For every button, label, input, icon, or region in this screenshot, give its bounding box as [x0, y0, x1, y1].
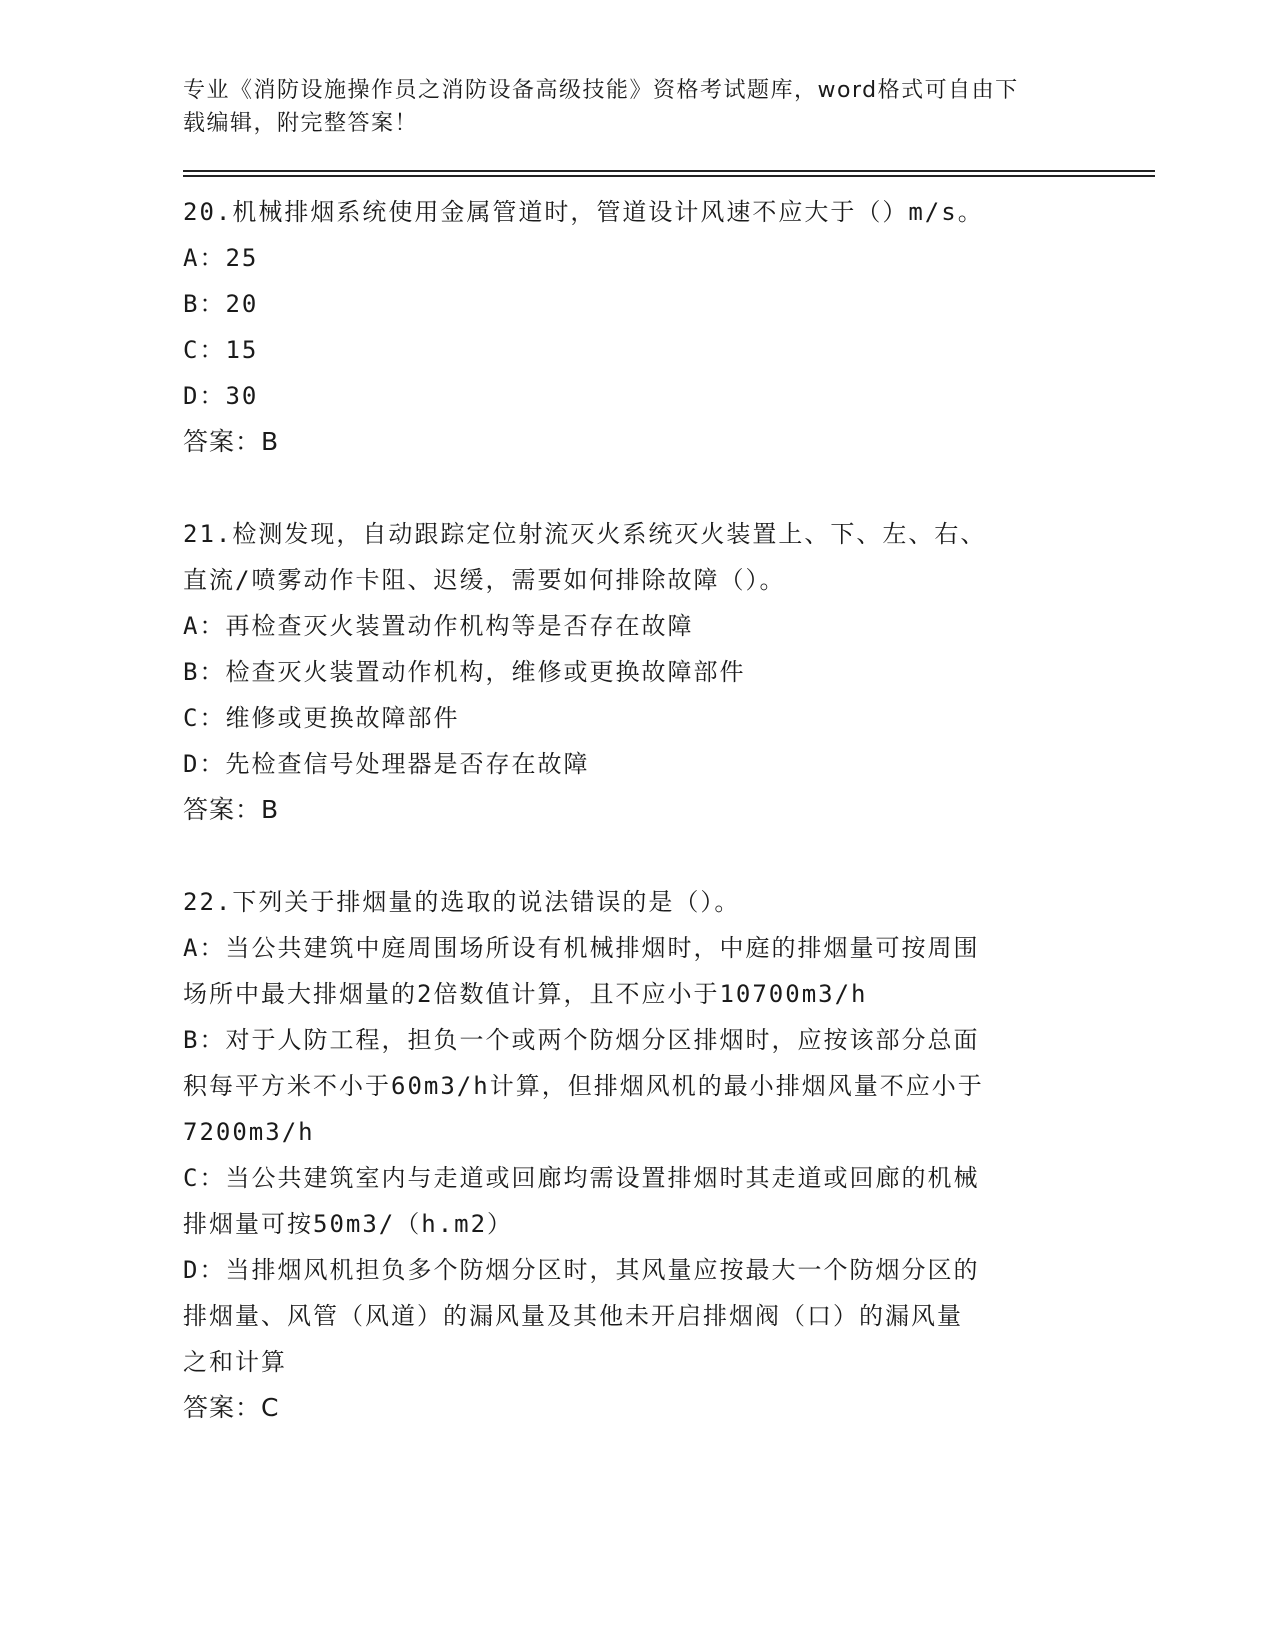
- question-list: [183, 189, 1083, 1431]
- answer-line: 答案：B: [183, 795, 280, 824]
- option-c: C：15: [183, 336, 259, 364]
- question-block-20: [183, 189, 1083, 465]
- option-b: B：20: [183, 290, 259, 318]
- option-d: D：先检查信号处理器是否存在故障: [183, 750, 590, 778]
- option-b-continued: 7200m3/h: [183, 1118, 315, 1146]
- option-d-continued: 之和计算: [183, 1348, 287, 1376]
- option-a-continued: 场所中最大排烟量的2倍数值计算，且不应小于10700m3/h: [183, 980, 868, 1008]
- option-b-continued: 积每平方米不小于60m3/h计算，但排烟风机的最小排烟风量不应小于: [183, 1072, 984, 1100]
- question-spacer: [183, 833, 1083, 879]
- option-a: A：再检查灭火装置动作机构等是否存在故障: [183, 612, 694, 640]
- question-stem: 20.机械排烟系统使用金属管道时，管道设计风速不应大于（）m/s。: [183, 198, 984, 226]
- option-b: B：检查灭火装置动作机构，维修或更换故障部件: [183, 658, 746, 686]
- question-stem: 22.下列关于排烟量的选取的说法错误的是（）。: [183, 888, 741, 916]
- question-block-22: [183, 879, 1083, 1431]
- header-divider-top: [183, 170, 1155, 172]
- option-d: D：30: [183, 382, 259, 410]
- document-header: [183, 74, 1083, 140]
- answer-line: 答案：B: [183, 427, 280, 456]
- question-spacer: [183, 465, 1083, 511]
- question-stem: 直流/喷雾动作卡阻、迟缓，需要如何排除故障（）。: [183, 566, 786, 594]
- header-line-1: 专业《消防设施操作员之消防设备高级技能》资格考试题库，word格式可自由下: [183, 78, 1019, 103]
- option-a: A：当公共建筑中庭周围场所设有机械排烟时，中庭的排烟量可按周围: [183, 934, 980, 962]
- header-divider-bottom: [183, 175, 1155, 177]
- option-d-continued: 排烟量、风管（风道）的漏风量及其他未开启排烟阀（口）的漏风量: [183, 1302, 963, 1330]
- answer-line: 答案：C: [183, 1393, 280, 1422]
- option-a: A：25: [183, 244, 259, 272]
- header-line-2: 载编辑，附完整答案！: [183, 111, 419, 136]
- option-c: C：维修或更换故障部件: [183, 704, 460, 732]
- question-block-21: [183, 511, 1083, 833]
- option-c-continued: 排烟量可按50m3/（h.m2）: [183, 1210, 514, 1238]
- question-stem: 21.检测发现，自动跟踪定位射流灭火系统灭火装置上、下、左、右、: [183, 520, 987, 548]
- option-b: B：对于人防工程，担负一个或两个防烟分区排烟时，应按该部分总面: [183, 1026, 980, 1054]
- option-d: D：当排烟风机担负多个防烟分区时，其风量应按最大一个防烟分区的: [183, 1256, 980, 1284]
- option-c: C：当公共建筑室内与走道或回廊均需设置排烟时其走道或回廊的机械: [183, 1164, 980, 1192]
